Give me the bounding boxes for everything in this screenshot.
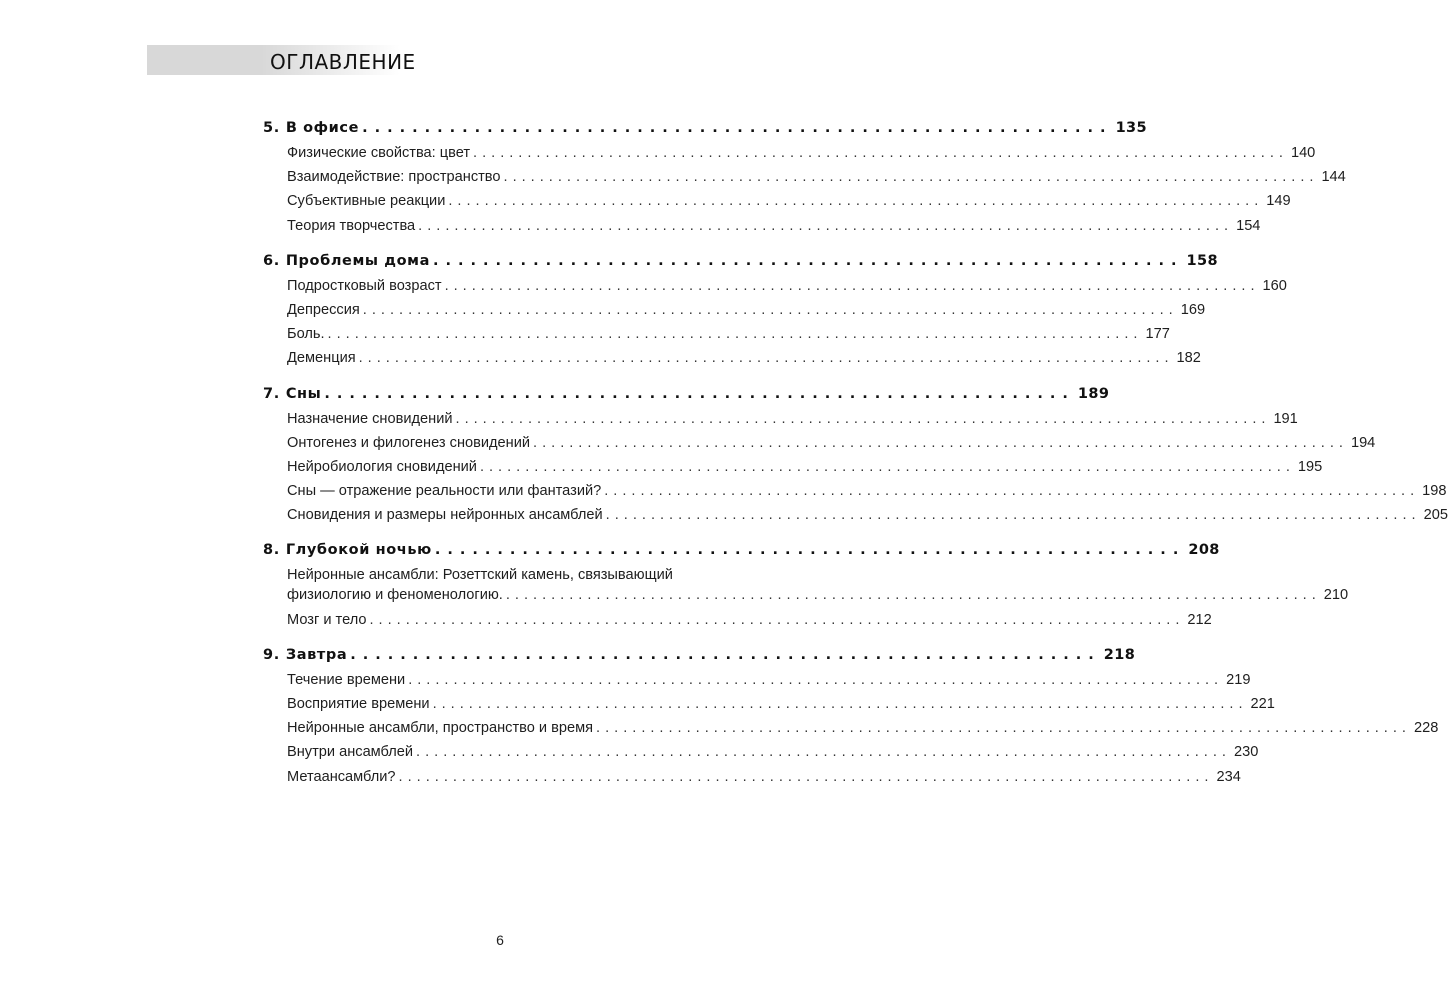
section-page: 144 [1321, 169, 1346, 186]
dot-leader: .......................................................................................... [448, 193, 1264, 210]
section-title: Подростковый возраст [287, 277, 442, 294]
chapter-title: В офисе [285, 120, 360, 136]
section-line2 [263, 587, 1349, 611]
dot-leader: .......................................................................................... [503, 169, 1319, 186]
toc-chapter-entry[interactable] [263, 249, 1218, 278]
chapter-gap [263, 242, 733, 249]
dot-leader: .......................................................................................... [505, 587, 1321, 604]
dot-leader: .......................................................................................... [533, 434, 1348, 451]
dot-leader: .......................................................................................... [444, 277, 1260, 294]
section-page: 221 [1250, 696, 1275, 712]
section-title: Внутри ансамблей [287, 744, 414, 761]
dot-leader: ............................................................ [350, 646, 1101, 663]
chapter-title: Проблемы дома [285, 252, 430, 269]
chapter-number: 9. [263, 646, 280, 663]
toc-chapter [263, 249, 1287, 375]
dot-leader: ............................................................ [433, 252, 1184, 269]
toc-section-entry[interactable] [263, 458, 1323, 483]
page-title: ОГЛАВЛЕНИЕ [270, 50, 416, 74]
section-title: Онтогенез и филогенез сновидений [287, 434, 531, 451]
chapter-page: 135 [1115, 120, 1148, 136]
chapter-page: 158 [1186, 252, 1218, 269]
toc-section-entry[interactable] [263, 277, 1287, 302]
toc-chapter [263, 643, 1439, 793]
section-title: Сны — отражение реальности или фантазий? [287, 483, 602, 500]
section-page: 230 [1233, 744, 1259, 761]
toc-section-entry[interactable] [263, 145, 1316, 169]
dot-leader: .......................................................................................... [432, 696, 1248, 712]
section-page: 195 [1297, 458, 1323, 475]
section-title: Субъективные реакции [287, 193, 446, 210]
dot-leader: .......................................................................................... [398, 768, 1214, 785]
section-title: Назначение сновидений [287, 410, 453, 427]
chapter-page: 189 [1077, 385, 1110, 402]
section-title: Физические свойства: цвет [287, 145, 471, 161]
section-title: Нейронные ансамбли, пространство и время [287, 720, 594, 737]
section-page: 149 [1266, 193, 1291, 210]
dot-leader: .......................................................................................... [408, 671, 1224, 688]
section-page: 194 [1350, 434, 1376, 451]
section-page: 177 [1145, 326, 1170, 343]
toc-chapter [263, 538, 1349, 635]
chapter-gap [263, 531, 733, 538]
toc-section-entry[interactable] [263, 720, 1439, 744]
toc-chapter [263, 116, 1346, 242]
section-title: Взаимодействие: пространство [287, 169, 501, 186]
dot-leader: .......................................................................................... [455, 410, 1271, 427]
dot-leader: .......................................................................................... [418, 217, 1234, 234]
dot-leader: .......................................................................................... [369, 611, 1185, 628]
toc-chapter-entry[interactable] [263, 643, 1136, 672]
section-title: Теория творчества [287, 217, 416, 234]
chapter-number: 5. [263, 120, 280, 136]
dot-leader: .......................................................................................... [327, 326, 1143, 343]
section-page: 140 [1290, 145, 1316, 161]
dot-leader: ............................................................ [434, 542, 1186, 559]
toc-chapter-entry[interactable] [263, 382, 1110, 411]
toc-section-entry[interactable] [263, 744, 1259, 768]
toc-section-entry[interactable] [263, 507, 1448, 531]
section-page: 228 [1413, 720, 1439, 737]
toc-section-entry[interactable] [263, 169, 1346, 193]
section-page: 169 [1180, 301, 1206, 318]
toc-section-entry[interactable] [263, 217, 1261, 242]
page-number: 6 [496, 932, 504, 948]
toc-section-entry[interactable] [263, 410, 1298, 435]
dot-leader: .......................................................................................... [358, 350, 1174, 367]
dot-leader: .......................................................................................... [479, 458, 1295, 475]
table-of-contents [263, 116, 1448, 793]
section-title: Деменция [287, 350, 356, 367]
toc-section-entry[interactable] [263, 326, 1170, 350]
toc-section-entry[interactable] [263, 193, 1291, 217]
chapter-number: 8. [263, 542, 280, 559]
section-title: Боль. [287, 326, 325, 343]
chapter-gap [263, 636, 733, 643]
dot-leader: .......................................................................................... [362, 301, 1178, 318]
toc-section-entry[interactable] [263, 301, 1206, 326]
chapter-page: 208 [1188, 542, 1220, 559]
toc-section-entry[interactable] [263, 611, 1212, 636]
section-title: Сновидения и размеры нейронных ансамблей [287, 507, 603, 524]
toc-chapter-entry[interactable] [263, 116, 1148, 145]
section-title-line1: Нейронные ансамбли: Розеттский камень, связывающий [287, 567, 673, 584]
dot-leader: ............................................................ [362, 120, 1113, 136]
toc-section-entry[interactable] [263, 434, 1376, 459]
section-title: Депрессия [287, 301, 360, 318]
chapter-title: Глубокой ночью [285, 542, 432, 559]
section-page: 234 [1216, 768, 1241, 785]
section-page: 210 [1323, 587, 1349, 604]
section-page: 212 [1187, 611, 1212, 628]
section-page: 182 [1176, 350, 1201, 367]
section-page: 198 [1422, 483, 1447, 500]
dot-leader: .......................................................................................... [596, 720, 1411, 737]
section-page: 219 [1226, 671, 1251, 688]
chapter-title: Сны [285, 385, 322, 402]
dot-leader: ............................................................ [324, 385, 1075, 402]
toc-section-entry[interactable] [263, 768, 1241, 793]
chapter-number: 6. [263, 252, 280, 269]
dot-leader: .......................................................................................... [473, 145, 1288, 161]
section-page: 191 [1273, 410, 1298, 427]
dot-leader: .......................................................................................... [416, 744, 1231, 761]
section-page: 160 [1262, 277, 1287, 294]
chapter-gap [263, 375, 733, 382]
toc-chapter-entry[interactable] [263, 538, 1220, 567]
toc-section-entry[interactable] [263, 483, 1447, 507]
section-page: 154 [1236, 217, 1261, 234]
chapter-page: 218 [1103, 646, 1136, 663]
chapter-number: 7. [263, 385, 280, 402]
section-title: Нейробиология сновидений [287, 458, 477, 475]
section-page: 205 [1423, 507, 1448, 524]
section-title: Восприятие времени [287, 696, 430, 712]
chapter-title: Завтра [285, 646, 348, 663]
dot-leader: .......................................................................................... [605, 507, 1421, 524]
section-title: Метаансамбли? [287, 768, 396, 785]
toc-chapter [263, 382, 1448, 532]
toc-section-entry[interactable] [263, 350, 1201, 374]
toc-section-entry[interactable] [263, 696, 1275, 720]
toc-section-entry[interactable] [263, 567, 1349, 611]
section-title: Течение времени [287, 671, 406, 688]
section-title-line2: физиологию и феноменологию. [287, 587, 503, 604]
section-title: Мозг и тело [287, 611, 367, 628]
toc-section-entry[interactable] [263, 671, 1251, 696]
dot-leader: .......................................................................................... [604, 483, 1420, 500]
